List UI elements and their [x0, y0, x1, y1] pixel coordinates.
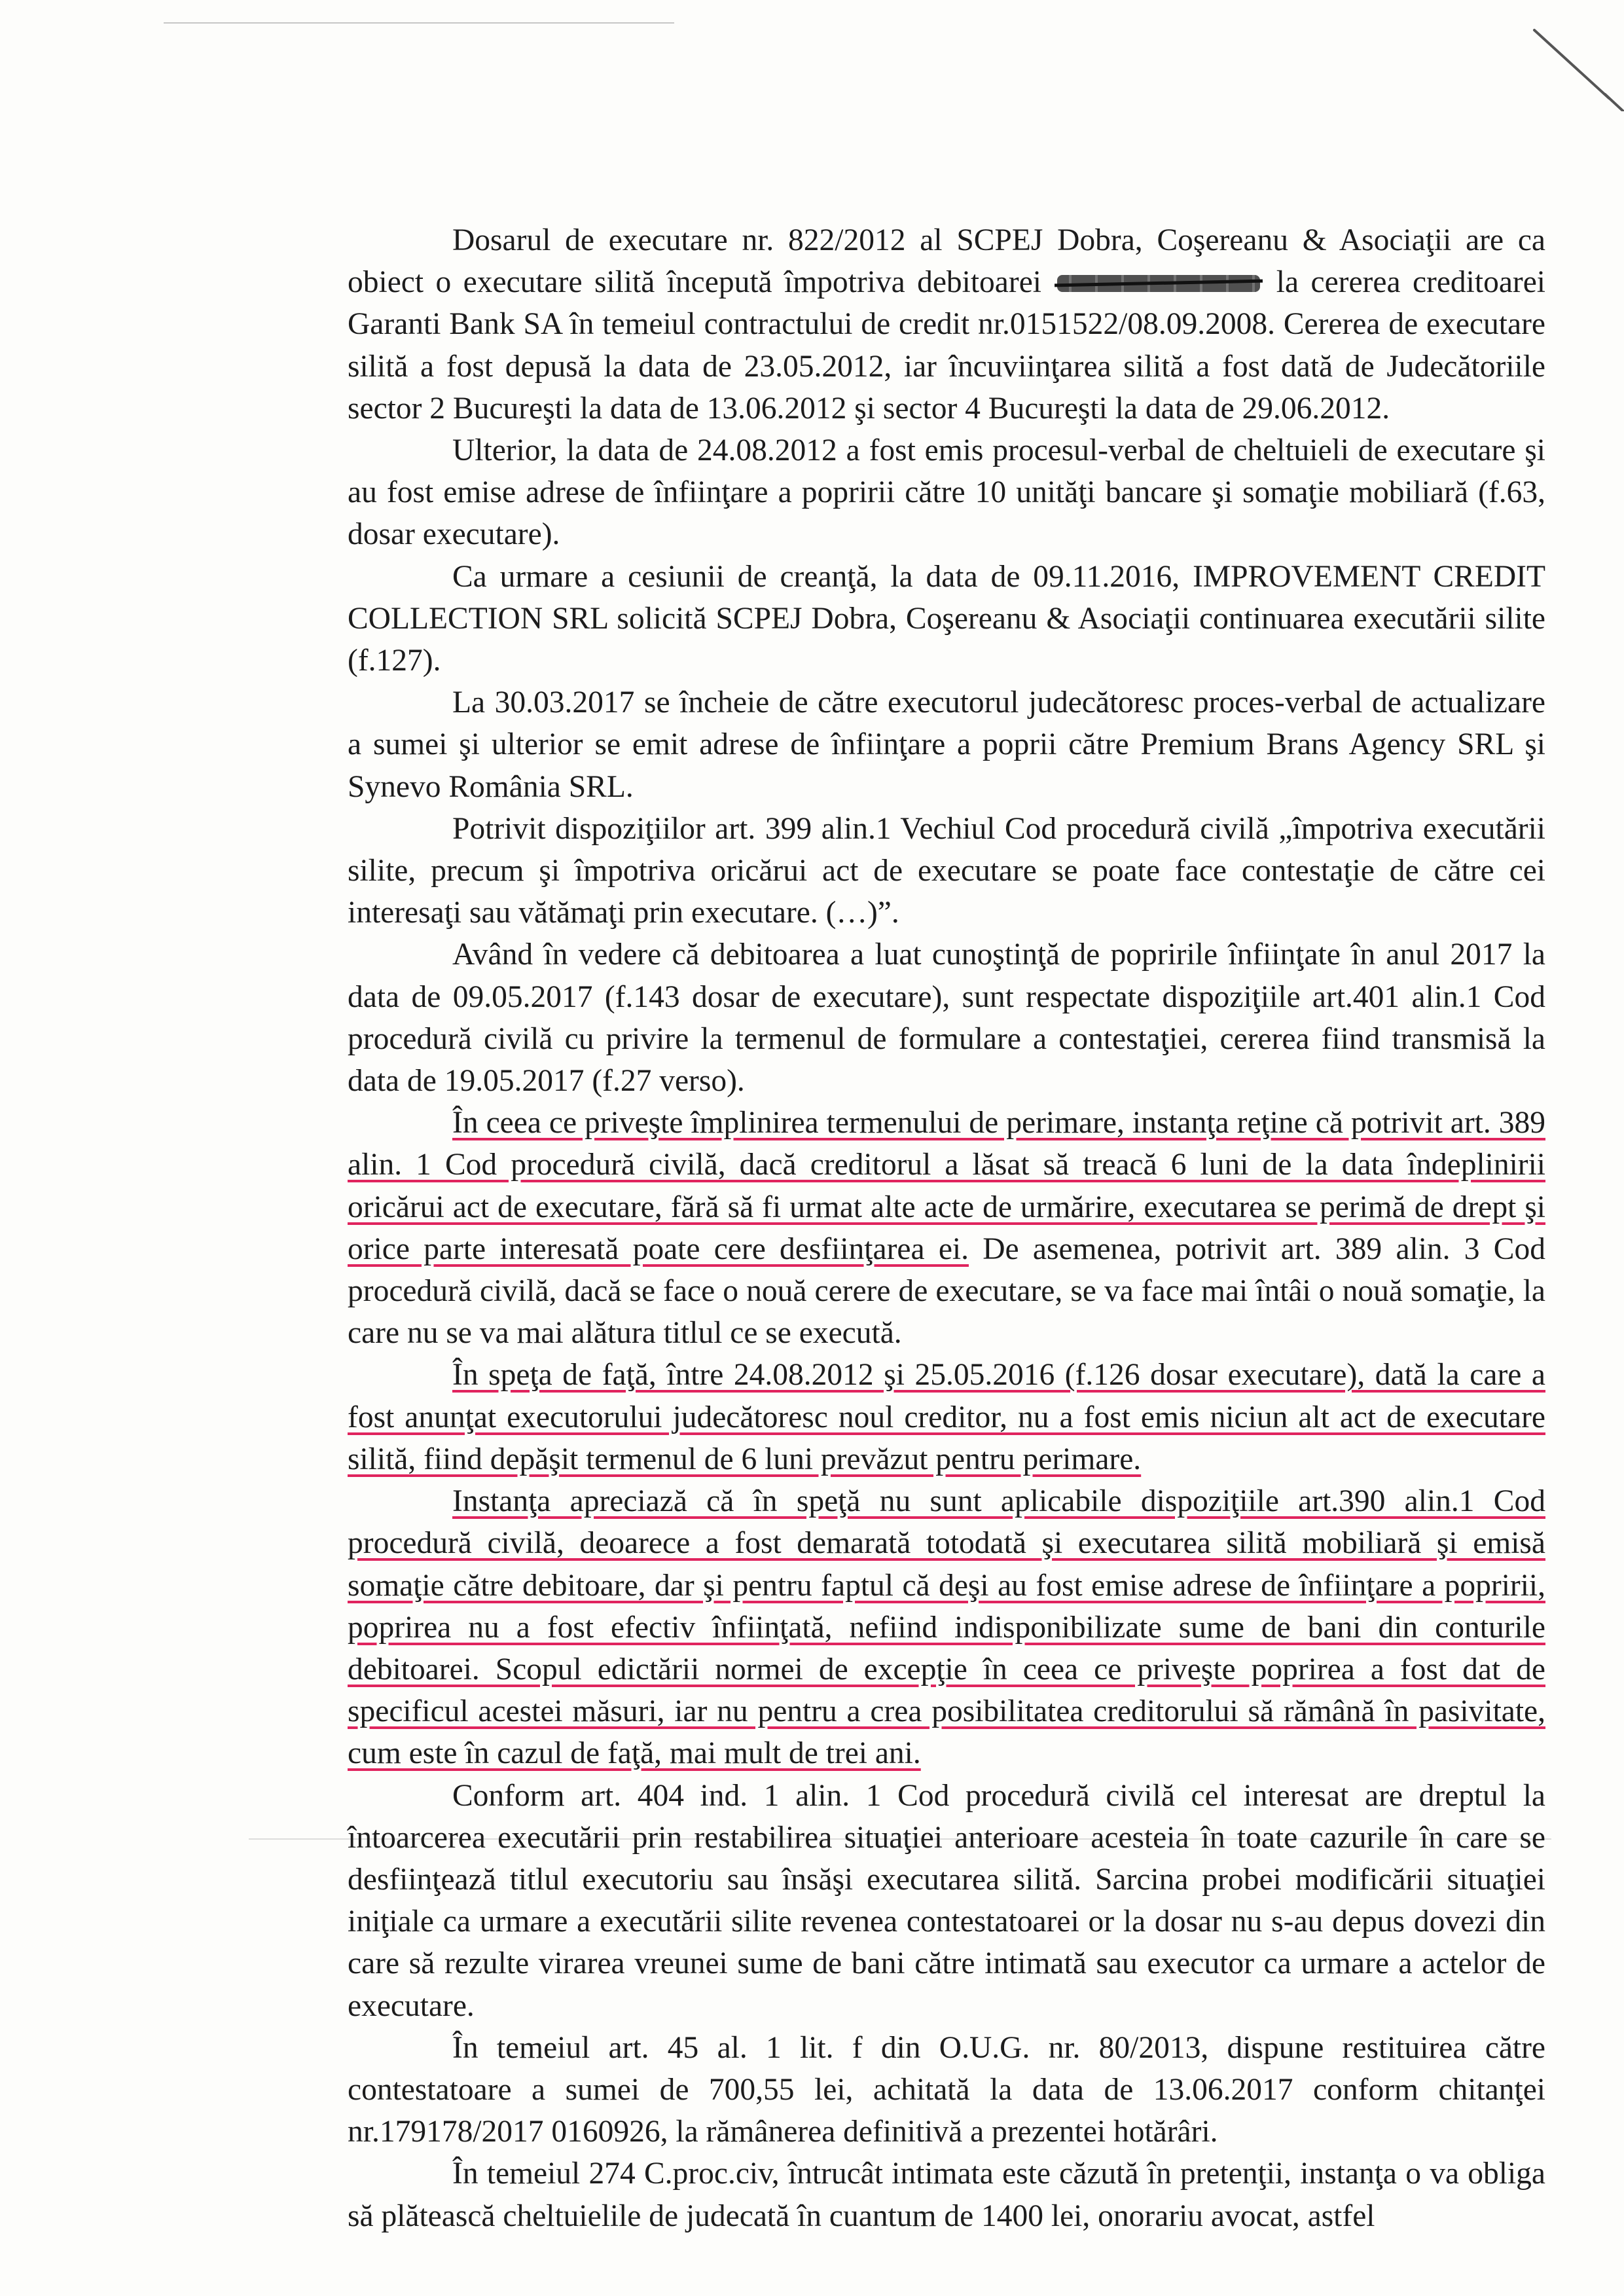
highlighted-text: În speţa de faţă, între 24.08.2012 şi 25.05.2016 (f.126 dosar executare), dată la care a fost anunţat executorului judecătoresc noul creditor, nu a fost emis niciun alt act de executare silită, fiind depăşit termenul de 6 luni prevăzut pentru perimare. [348, 1358, 1545, 1476]
paragraph-p4 [348, 682, 1545, 808]
paragraph-p12 [348, 2153, 1545, 2236]
highlighted-text: Instanţa apreciază că în speţă nu sunt aplicabile dispoziţiile art.390 alin.1 Cod procedură civilă, deoarece a fost demarată totodată şi executarea silită mobiliară şi emisă somaţie către debitoare, dar şi pentru faptul că deşi au fost emise adrese de înfiinţare a popririi, poprirea nu a fost efectiv înfiinţată, nefiind indisponibilizate sume de bani din conturile debitoarei. Scopul edictării normei de excepţie în ceea ce priveşte poprirea a fost dat de specificul acestei măsuri, iar nu pentru a crea posibilitatea creditorului să rămână în pasivitate, cum este în cazul de faţă, mai mult de trei ani. [348, 1484, 1545, 1771]
paragraph-text: Dosarul de executare nr. 822/2012 al SCPEJ Dobra, Coşereanu & Asociaţii are ca obiect o executare silită începută împotriva debitoarei [348, 223, 1545, 300]
paragraph-text: Potrivit dispoziţiilor art. 399 alin.1 Vechiul Cod procedură civilă „împotriva executării silite, precum şi împotriva oricărui act de executare se poate face contestaţie de către cei interesaţi sau vătămaţi prin executare. (…)”. [348, 811, 1545, 930]
paragraph-text: la cererea creditoarei Garanti Bank SA în temeiul contractului de credit nr.0151522/08.09.2008. Cererea de executare silită a fost depusă la data de 23.05.2012, iar încuviinţarea silită a fost dată de Judecătoriile sector 2 Bucureşti la data de 13.06.2012 şi sector 4 Bucureşti la data de 29.06.2012. [348, 265, 1545, 426]
paragraph-text: Ulterior, la data de 24.08.2012 a fost emis procesul-verbal de cheltuieli de executare şi au fost emise adrese de înfiinţare a popririi către 10 unităţi bancare şi somaţie mobiliară (f.63, dosar executare). [348, 433, 1545, 552]
paragraph-p10 [348, 1775, 1545, 2027]
highlighted-text: În ceea ce priveşte împlinirea termenului de perimare, instanţa reţine că potrivit art. 389 alin. 1 Cod procedură civilă, dacă creditorul a lăsat să treacă 6 luni de la data îndeplinirii oricărui act de executare, fără să fi urmat alte acte de urmărire, executarea se perimă de drept şi orice parte interesată poate cere desfiinţarea ei. [348, 1106, 1545, 1266]
paragraph-p3 [348, 556, 1545, 682]
paragraph-p1 [348, 219, 1545, 429]
paragraph-p7 [348, 1102, 1545, 1354]
paragraph-p9 [348, 1480, 1545, 1774]
paragraph-p8 [348, 1354, 1545, 1480]
paragraph-p6 [348, 934, 1545, 1102]
paragraph-p11 [348, 2027, 1545, 2153]
paragraph-text: De asemenea, potrivit art. 389 alin. 3 Cod procedură civilă, dacă se face o nouă cerere de executare, se va face mai întâi o nouă somaţie, la care nu se va mai alătura titlul ce se execută. [348, 1231, 1545, 1351]
paragraph-p5 [348, 808, 1545, 934]
paragraph-text: Ca urmare a cesiunii de creanţă, la data de 09.11.2016, IMPROVEMENT CREDIT COLLECTION SRL solicită SCPEJ Dobra, Coşereanu & Asociaţii continuarea executării silite (f.127). [348, 559, 1545, 678]
paragraph-text: La 30.03.2017 se încheie de către executorul judecătoresc proces-verbal de actualizare a sumei şi ulterior se emit adrese de înfiinţare a poprii către Premium Brans Agency SRL şi Synevo România SRL. [348, 685, 1545, 804]
paragraph-text: În temeiul art. 45 al. 1 lit. f din O.U.G. nr. 80/2013, dispune restituirea către contestatoare a sumei de 700,55 lei, achitată la data de 13.06.2017 conform chitanţei nr.179178/2017 0160926, la rămânerea definitivă a prezentei hotărâri. [348, 2030, 1545, 2149]
redacted-name [1057, 270, 1260, 296]
corner-pen-mark [1532, 26, 1624, 111]
paragraph-text: Conform art. 404 ind. 1 alin. 1 Cod procedură civilă cel interesat are dreptul la întoarcerea executării prin restabilirea situaţiei anterioare acesteia în toate cazurile în care se desfiinţează titlul executoriu sau însăşi executarea silită. Sarcina probei modificării situaţiei iniţiale ca urmare a executării silite revenea contestatoarei or la dosar nu s-au depus dovezi din care să rezulte virarea vreunei sume de bani către intimată sau executor ca urmare a actelor de executare. [348, 1778, 1545, 2023]
paragraph-p2 [348, 429, 1545, 556]
scan-artifact-top-line [164, 22, 674, 24]
paragraph-text: Având în vedere că debitoarea a luat cunoştinţă de popririle înfiinţate în anul 2017 la data de 09.05.2017 (f.143 dosar de executare), sunt respectate dispoziţiile art.401 alin.1 Cod procedură civilă cu privire la termenul de formulare a contestaţiei, cererea fiind transmisă la data de 19.05.2017 (f.27 verso). [348, 938, 1545, 1099]
paragraph-text: În temeiul 274 C.proc.civ, întrucât intimata este căzută în pretenţii, instanţa o va obliga să plătească cheltuielile de judecată în cuantum de 1400 lei, onorariu avocat, astfel [348, 2157, 1545, 2233]
document-body [348, 219, 1545, 2237]
